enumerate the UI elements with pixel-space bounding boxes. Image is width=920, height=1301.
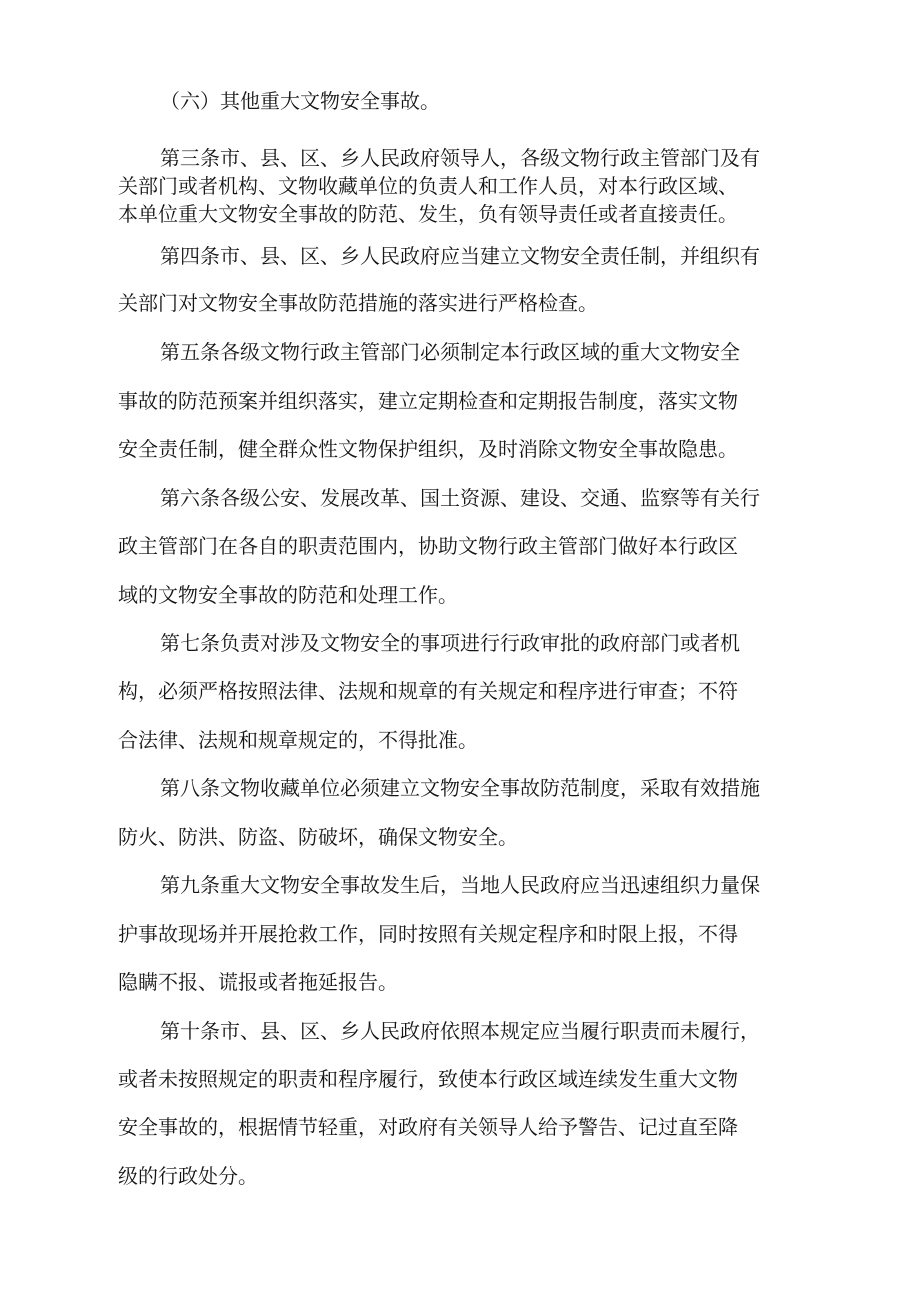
text-line: 关部门或者机构、文物收藏单位的负责人和工作人员，对本行政区域、 xyxy=(118,174,738,198)
text-line: 第六条各级公安、发展改革、国土资源、建设、交通、监察等有关行 xyxy=(160,486,760,510)
text-line: 合法律、法规和规章规定的，不得批准。 xyxy=(118,728,478,752)
text-line: 防火、防洪、防盗、防破坏，确保文物安全。 xyxy=(118,825,518,849)
text-line: 第七条负责对涉及文物安全的事项进行行政审批的政府部门或者机 xyxy=(160,631,740,655)
text-line: 或者未按照规定的职责和程序履行，致使本行政区域连续发生重大文物 xyxy=(118,1067,738,1091)
text-line: 第十条市、县、区、乡人民政府依照本规定应当履行职责而未履行， xyxy=(160,1019,760,1043)
text-line: 护事故现场并开展抢救工作，同时按照有关规定程序和时限上报，不得 xyxy=(118,922,738,946)
text-line: 隐瞒不报、谎报或者拖延报告。 xyxy=(118,970,398,994)
text-line: 安全责任制，健全群众性文物保护组织，及时消除文物安全事故隐患。 xyxy=(118,437,738,461)
text-line: 第五条各级文物行政主管部门必须制定本行政区域的重大文物安全 xyxy=(160,340,740,364)
text-line: 事故的防范预案并组织落实，建立定期检查和定期报告制度，落实文物 xyxy=(118,389,738,413)
text-line: 第三条市、县、区、乡人民政府领导人，各级文物行政主管部门及有 xyxy=(160,146,760,170)
text-line: 第四条市、县、区、乡人民政府应当建立文物安全责任制，并组织有 xyxy=(160,244,760,268)
text-line: 第九条重大文物安全事故发生后，当地人民政府应当迅速组织力量保 xyxy=(160,873,760,897)
text-line: 政主管部门在各自的职责范围内，协助文物行政主管部门做好本行政区 xyxy=(118,534,738,558)
text-line: 构，必须严格按照法律、法规和规章的有关规定和程序进行审查；不符 xyxy=(118,679,738,703)
text-line: （六）其他重大文物安全事故。 xyxy=(160,89,440,113)
text-line: 安全事故的，根据情节轻重，对政府有关领导人给予警告、记过直至降 xyxy=(118,1115,738,1139)
text-line: 本单位重大文物安全事故的防范、发生，负有领导责任或者直接责任。 xyxy=(118,202,738,226)
text-line: 第八条文物收藏单位必须建立文物安全事故防范制度，采取有效措施 xyxy=(160,776,760,800)
text-line: 关部门对文物安全事故防范措施的落实进行严格检查。 xyxy=(118,291,598,315)
text-line: 级的行政处分。 xyxy=(118,1164,258,1188)
text-line: 域的文物安全事故的防范和处理工作。 xyxy=(118,583,458,607)
